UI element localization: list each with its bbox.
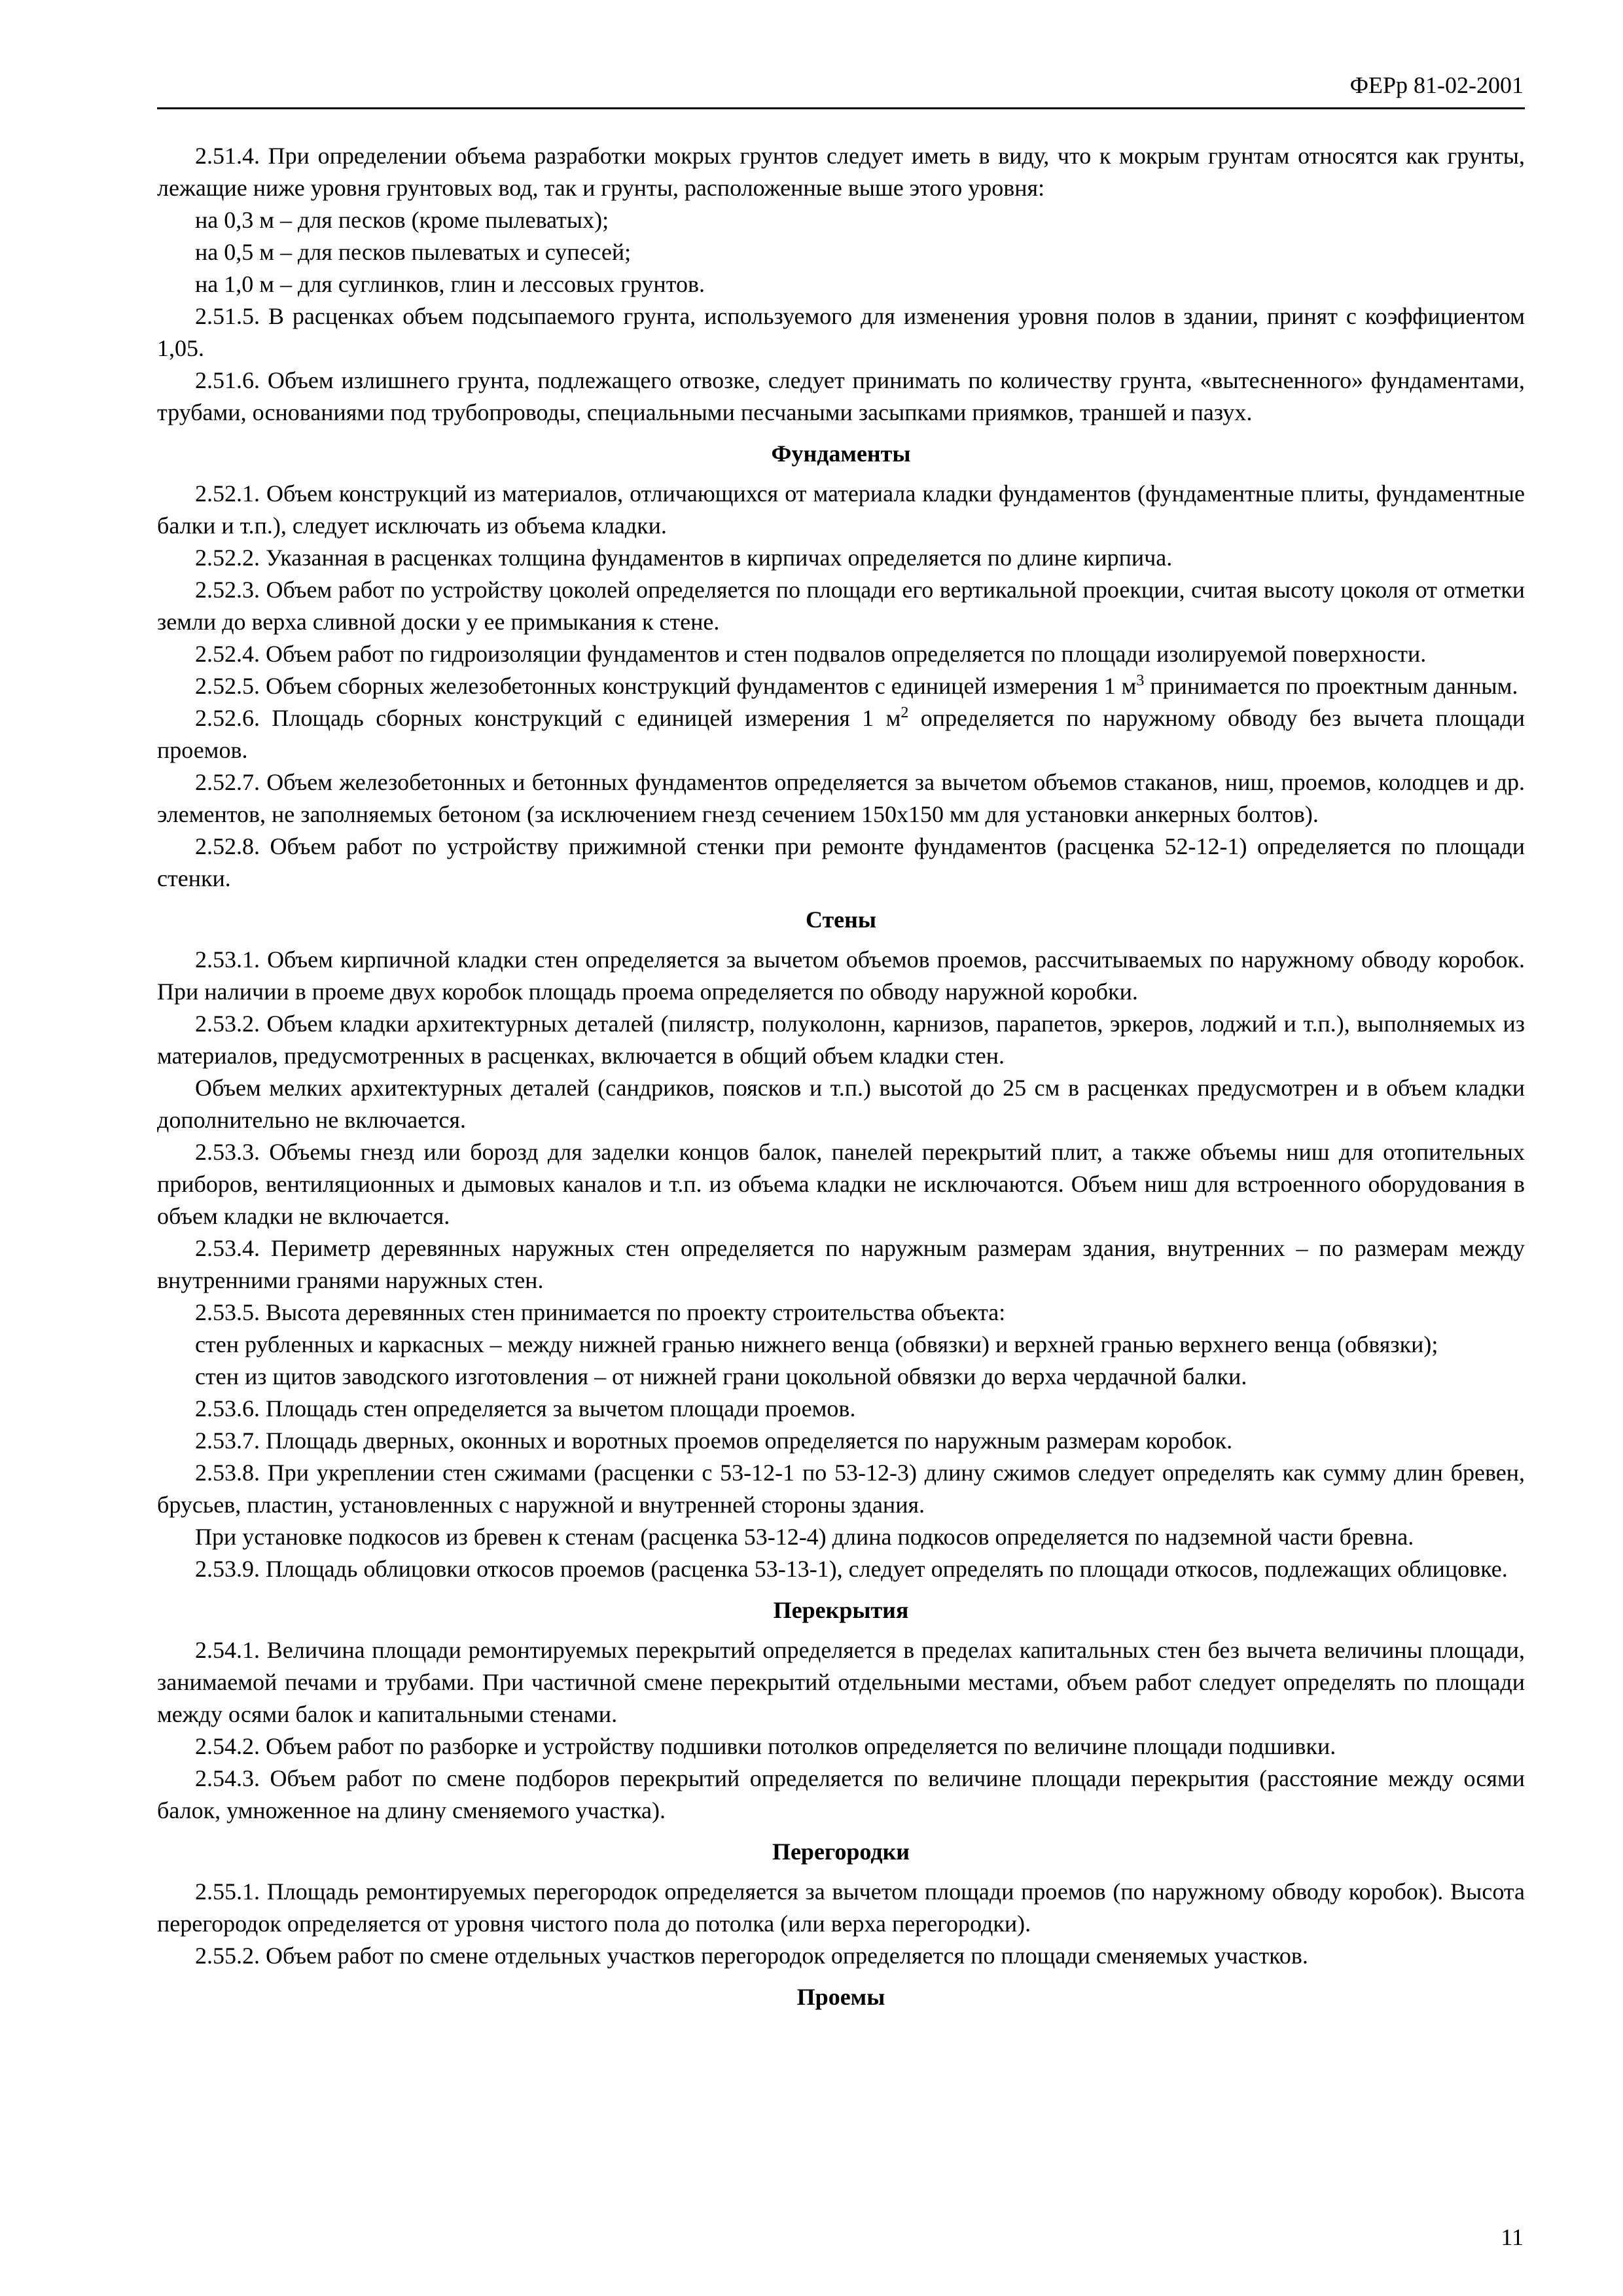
paragraph: 2.51.5. В расценках объем подсыпаемого грунта, используемого для изменения уровня полов в здании, принят с коэффициентом 1,05.: [157, 303, 1525, 361]
paragraph: 2.54.1. Величина площади ремонтируемых перекрытий определяется в пределах капитальных стен без вычета величины площади, занимаемой печами и трубами. При частичной смене перекрытий отдельными местами, объем работ следует определять по площади между осями балок и капитальными стенами.: [157, 1637, 1525, 1727]
section-heading: Стены: [805, 906, 877, 933]
paragraph: 2.52.4. Объем работ по гидроизоляции фундаментов и стен подвалов определяется по площади изолируемой поверхности.: [195, 641, 1427, 667]
paragraph-text: 2.52.5. Объем сборных железобетонных конструкций фундаментов с единицей измерения 1 м: [195, 673, 1137, 699]
section-heading: Перекрытия: [773, 1597, 909, 1623]
paragraph: на 0,3 м – для песков (кроме пылеватых);: [195, 207, 609, 233]
paragraph: 2.51.4. При определении объема разработки мокрых грунтов следует иметь в виду, что к мокрым грунтам относятся как грунты, лежащие ниже уровня грунтовых вод, так и грунты, расположенные выше этого уровня:: [157, 143, 1525, 201]
paragraph: 2.53.6. Площадь стен определяется за вычетом площади проемов.: [195, 1395, 856, 1422]
paragraph: 2.55.2. Объем работ по смене отдельных участков перегородок определяется по площади сменяемых участков.: [195, 1943, 1308, 1969]
paragraph: 2.52.7. Объем железобетонных и бетонных фундаментов определяется за вычетом объемов стаканов, ниш, проемов, колодцев и др. элементов, не заполняемых бетоном (за исключением гнезд сечением 150х150 мм для установки анкерных болтов).: [157, 769, 1525, 827]
paragraph: 2.54.2. Объем работ по разборке и устройству подшивки потолков определяется по величине площади подшивки.: [195, 1733, 1336, 1759]
paragraph: на 1,0 м – для суглинков, глин и лессовых грунтов.: [195, 271, 705, 297]
section-heading: Перегородки: [772, 1839, 910, 1865]
unit-exponent: 3: [1136, 672, 1145, 689]
paragraph-text: принимается по проектным данным.: [1144, 673, 1518, 699]
paragraph: 2.51.6. Объем излишнего грунта, подлежащего отвозке, следует принимать по количеству грунта, «вытесненного» фундаментами, трубами, основаниями под трубопроводы, специальными песчаными засыпками приямков, траншей и пазух.: [157, 367, 1525, 425]
paragraph: [157, 702, 1525, 766]
paragraph: 2.52.8. Объем работ по устройству прижимной стенки при ремонте фундаментов (расценка 52-12-1) определяется по площади стенки.: [157, 833, 1525, 891]
paragraph: стен из щитов заводского изготовления – от нижней грани цокольной обвязки до верха чердачной балки.: [195, 1363, 1247, 1390]
section-heading: Проемы: [796, 1984, 885, 2010]
paragraph: 2.53.8. При укреплении стен сжимами (расценки с 53-12-1 по 53-12-3) длину сжимов следует определять как сумму длин бревен, брусьев, пластин, установленных с наружной и внутренней стороны здания.: [157, 1460, 1525, 1518]
paragraph: 2.53.7. Площадь дверных, оконных и воротных проемов определяется по наружным размерам коробок.: [195, 1427, 1233, 1454]
paragraph: 2.52.2. Указанная в расценках толщина фундаментов в кирпичах определяется по длине кирпича.: [195, 545, 1173, 571]
paragraph-text: определяется по наружному обводу без вычета площади проемов.: [157, 705, 1525, 763]
paragraph: 2.52.3. Объем работ по устройству цоколей определяется по площади его вертикальной проекции, считая высоту цоколя от отметки земли до верха сливной доски у ее примыкания к стене.: [157, 577, 1525, 635]
paragraph: 2.52.1. Объем конструкций из материалов, отличающихся от материала кладки фундаментов (фундаментные плиты, фундаментные балки и т.п.), следует исключать из объема кладки.: [157, 480, 1525, 539]
paragraph: 2.53.3. Объемы гнезд или борозд для заделки концов балок, панелей перекрытий плит, а также объемы ниш для отопительных приборов, вентиляционных и дымовых каналов и т.п. из объема кладки не исключаются. Объем ниш для встроенного оборудования в объем кладки не включается.: [157, 1139, 1525, 1229]
paragraph: стен рубленных и каркасных – между нижней гранью нижнего венца (обвязки) и верхней гранью верхнего венца (обвязки);: [195, 1331, 1438, 1357]
paragraph: на 0,5 м – для песков пылеватых и супесей;: [195, 239, 632, 265]
paragraph: 2.53.5. Высота деревянных стен принимается по проекту строительства объекта:: [195, 1299, 1006, 1325]
paragraph: При установке подкосов из бревен к стенам (расценка 53-12-4) длина подкосов определяется по надземной части бревна.: [195, 1524, 1414, 1550]
header-divider: [157, 107, 1525, 109]
paragraph: Объем мелких архитектурных деталей (сандриков, поясков и т.п.) высотой до 25 см в расценках предусмотрен и в объем кладки дополнительно не включается.: [157, 1075, 1525, 1133]
paragraph: 2.53.9. Площадь облицовки откосов проемов (расценка 53-13-1), следует определять по площади откосов, подлежащих облицовке.: [195, 1556, 1508, 1582]
paragraph: 2.53.2. Объем кладки архитектурных деталей (пилястр, полуколонн, карнизов, парапетов, эркеров, лоджий и т.п.), выполняемых из материалов, предусмотренных в расценках, включается в общий объем кладки стен.: [157, 1011, 1525, 1069]
paragraph-text: 2.52.6. Площадь сборных конструкций с единицей измерения 1 м: [195, 705, 901, 731]
paragraph: 2.54.3. Объем работ по смене подборов перекрытий определяется по величине площади перекрытия (расстояние между осями балок, умноженное на длину сменяемого участка).: [157, 1765, 1525, 1823]
paragraph: [157, 670, 1525, 702]
section-heading: Фундаменты: [771, 440, 911, 467]
document-code-header: ФЕРр 81-02-2001: [1349, 72, 1524, 98]
paragraph: 2.55.1. Площадь ремонтируемых перегородок определяется за вычетом площади проемов (по наружному обводу коробок). Высота перегородок определяется от уровня чистого пола до потолка (или верха перегородки).: [157, 1878, 1525, 1937]
page-number: 11: [1501, 2224, 1524, 2250]
paragraph: 2.53.1. Объем кирпичной кладки стен определяется за вычетом объемов проемов, рассчитываемых по наружному обводу коробок. При наличии в проеме двух коробок площадь проема определяется по обводу наружной коробки.: [157, 946, 1525, 1005]
unit-exponent: 2: [901, 704, 909, 721]
paragraph: 2.53.4. Периметр деревянных наружных стен определяется по наружным размерам здания, внутренних – по размерам между внутренними гранями наружных стен.: [157, 1235, 1525, 1293]
document-body: [157, 140, 1525, 2021]
